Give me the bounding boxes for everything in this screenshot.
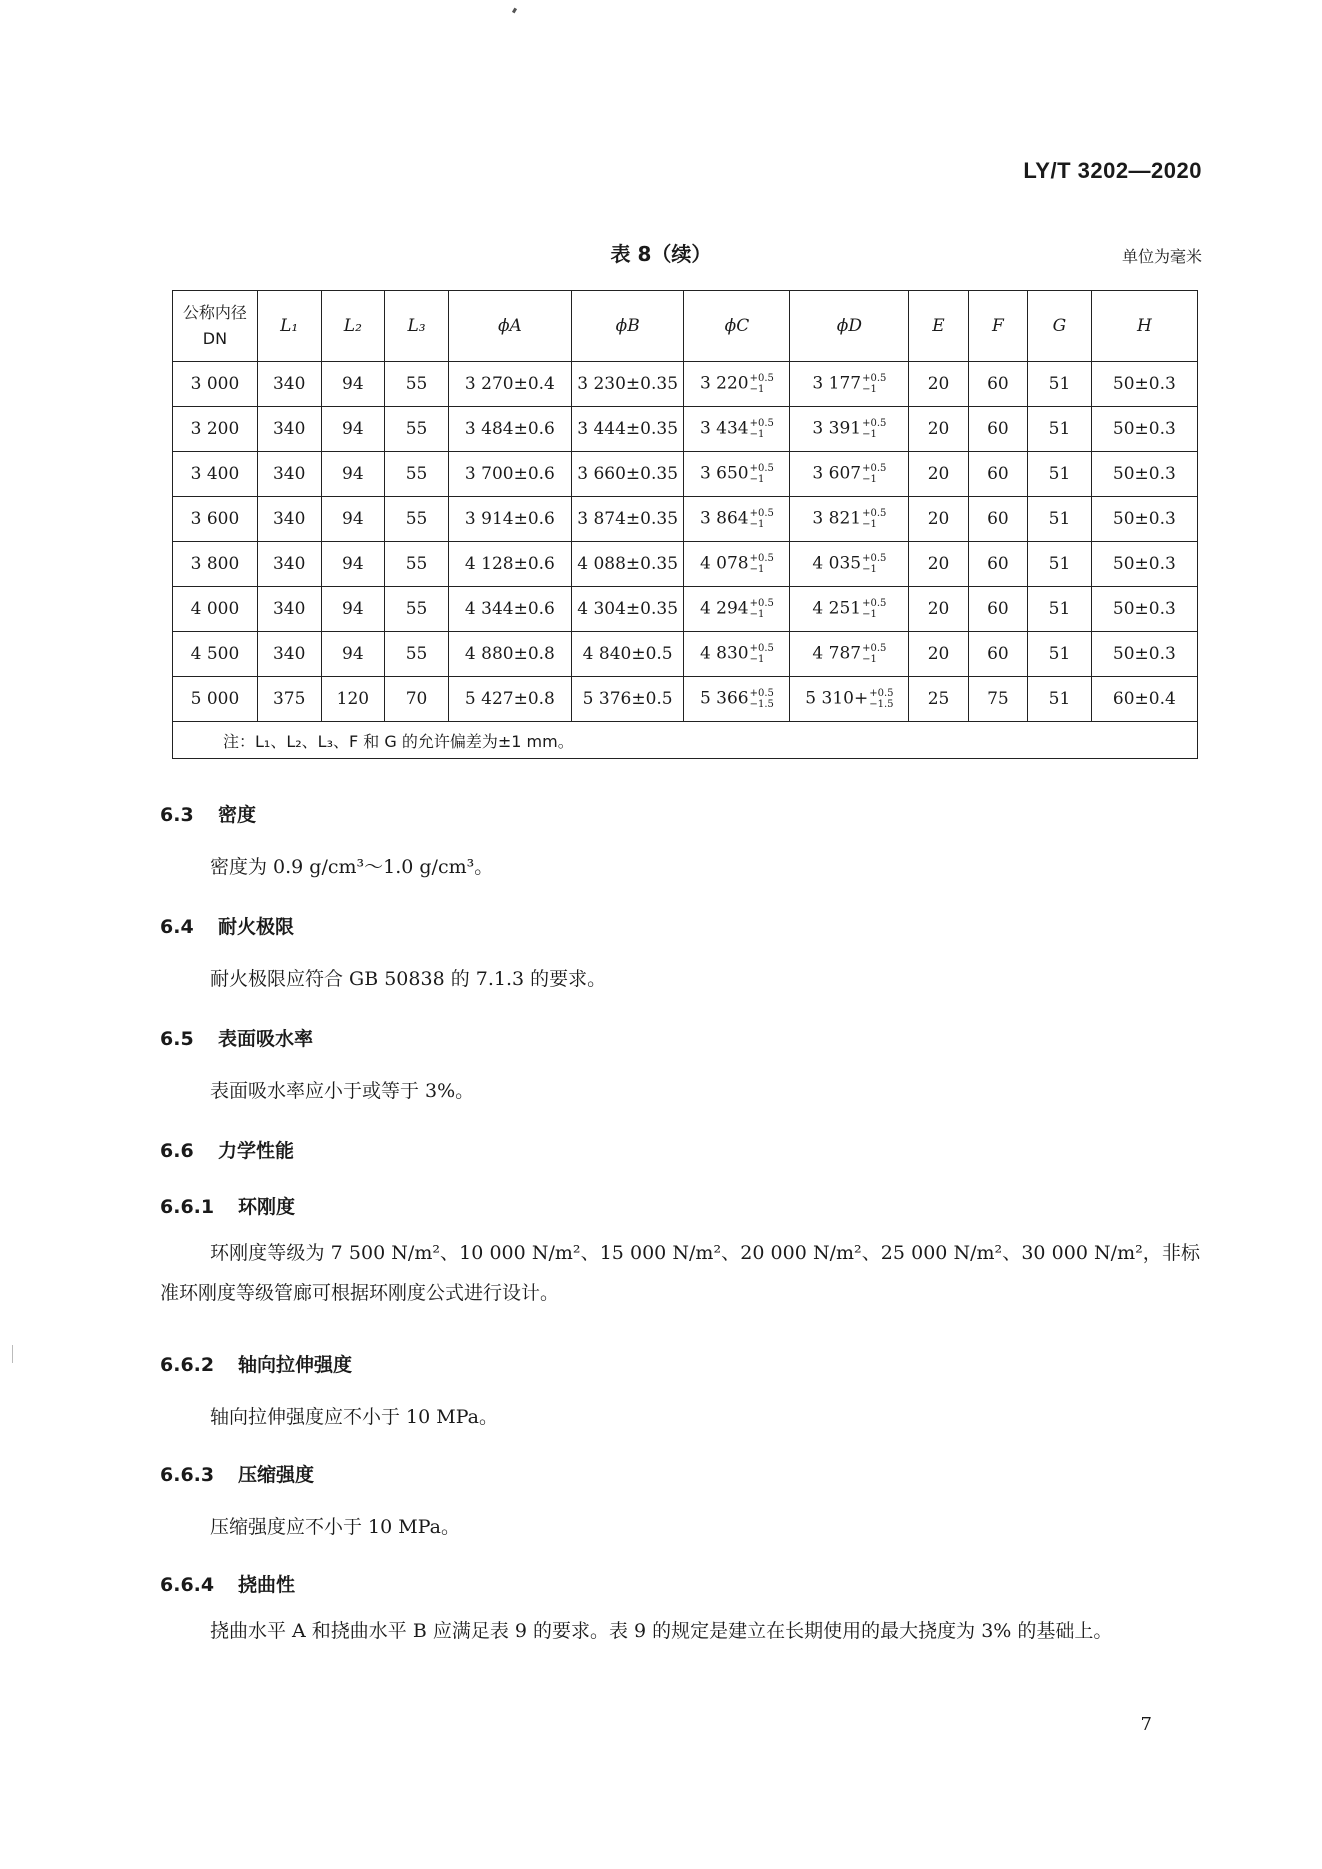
header-phi-b: ϕB [571,291,683,362]
tolerance-lower: −1 [862,564,877,575]
section-heading [160,1350,1200,1377]
section-6-5 [160,1024,1200,1111]
cell-f: 60 [968,542,1027,587]
section-text: 压缩强度应不小于 10 MPa。 [210,1516,460,1538]
cell-l2: 94 [321,452,385,497]
tolerance [750,643,774,665]
cell-l3: 55 [385,362,449,407]
header-e: E [909,291,968,362]
cell-l2: 94 [321,587,385,632]
cell-a: 3 700±0.6 [448,452,571,497]
tolerance-upper: +0.5 [749,553,774,564]
cell-b: 3 230±0.35 [571,362,683,407]
cell-dn: 3 800 [173,542,258,587]
section-number: 6.6.3 [160,1464,215,1486]
cell-dn: 3 400 [173,452,258,497]
section-title: 环刚度 [238,1196,296,1218]
cell-c-value: 3 434 [699,418,749,439]
cell-c-value: 5 366 [699,688,749,709]
table-row [173,407,1198,452]
header-h: H [1091,291,1197,362]
cell-d [790,407,909,452]
tolerance-lower: −1.5 [869,699,894,710]
tolerance-upper: +0.5 [749,373,774,384]
tolerance [862,373,886,395]
tolerance-lower: −1 [749,429,765,440]
cell-l1: 340 [257,407,321,452]
cell-l3: 55 [385,632,449,677]
tolerance-lower: −1 [862,474,877,485]
section-title: 密度 [218,804,257,826]
header-g: G [1028,291,1092,362]
tolerance-lower: −1 [749,519,765,530]
tolerance-lower: −1 [749,609,765,620]
cell-b: 3 444±0.35 [571,407,683,452]
table-row [173,587,1198,632]
section-number: 6.6.4 [160,1574,215,1596]
cell-f: 60 [968,452,1027,497]
cell-dn: 5 000 [173,677,258,722]
cell-b: 4 840±0.5 [571,632,683,677]
cell-e: 20 [909,542,968,587]
cell-d-value: 3 391 [812,418,862,439]
table-header-row [173,291,1198,362]
cell-h: 60±0.4 [1091,677,1197,722]
table-row [173,542,1198,587]
tolerance [869,688,893,710]
cell-b: 4 088±0.35 [571,542,683,587]
cell-e: 20 [909,362,968,407]
tolerance [750,688,774,710]
cell-l2: 120 [321,677,385,722]
section-6-6-1 [160,1192,1200,1313]
cell-b: 5 376±0.5 [571,677,683,722]
section-number: 6.6 [160,1140,194,1162]
tolerance-upper: +0.5 [862,418,887,429]
cell-b: 3 874±0.35 [571,497,683,542]
cell-d [790,587,909,632]
cell-c [684,362,790,407]
cell-f: 60 [968,632,1027,677]
cell-e: 20 [909,587,968,632]
cell-l3: 55 [385,497,449,542]
section-number: 6.6.1 [160,1196,215,1218]
cell-a: 4 880±0.8 [448,632,571,677]
section-6-6-3 [160,1460,1200,1547]
cell-l1: 375 [257,677,321,722]
cell-c [684,542,790,587]
cell-c-value: 3 864 [699,508,749,529]
tolerance [750,463,774,485]
standard-code: LY/T 3202—2020 [1023,158,1202,183]
tolerance-upper: +0.5 [862,373,887,384]
tolerance-upper: +0.5 [749,643,774,654]
header-phi-d: ϕD [790,291,909,362]
tolerance-upper: +0.5 [869,688,894,699]
table-note: 注：L₁、L₂、L₃、F 和 G 的允许偏差为±1 mm。 [173,722,1198,759]
section-text: 密度为 0.9 g/cm³～1.0 g/cm³。 [210,856,494,878]
tolerance [750,373,774,395]
cell-f: 75 [968,677,1027,722]
header-l3: L₃ [385,291,449,362]
section-heading [160,800,1200,827]
cell-h: 50±0.3 [1091,362,1197,407]
tolerance-lower: −1 [862,654,877,665]
cell-c [684,407,790,452]
section-title: 耐火极限 [218,916,295,938]
cell-l1: 340 [257,362,321,407]
cell-a: 3 484±0.6 [448,407,571,452]
cell-c [684,587,790,632]
tolerance-upper: +0.5 [862,508,887,519]
cell-e: 20 [909,407,968,452]
table-title: 表 8（续） [610,242,712,266]
cell-e: 20 [909,452,968,497]
cell-e: 25 [909,677,968,722]
tolerance-lower: −1 [749,564,765,575]
tolerance [862,508,886,530]
section-text: 轴向拉伸强度应不小于 10 MPa。 [210,1406,498,1428]
tolerance [862,643,886,665]
cell-c [684,632,790,677]
cell-c-value: 3 220 [699,373,749,394]
section-heading [160,1460,1200,1487]
tolerance [750,553,774,575]
cell-a: 3 270±0.4 [448,362,571,407]
cell-f: 60 [968,497,1027,542]
cell-d [790,362,909,407]
cell-e: 20 [909,497,968,542]
tolerance [750,598,774,620]
tolerance-upper: +0.5 [749,508,774,519]
cell-d-value: 3 821 [812,508,862,529]
tolerance-upper: +0.5 [749,418,774,429]
section-title: 表面吸水率 [218,1028,314,1050]
section-heading [160,1024,1200,1051]
dimension-table [172,290,1198,759]
cell-a: 3 914±0.6 [448,497,571,542]
section-heading [160,1192,1200,1219]
section-6-6-2 [160,1350,1200,1437]
cell-dn: 3 600 [173,497,258,542]
cell-h: 50±0.3 [1091,497,1197,542]
cell-g: 51 [1028,587,1092,632]
unit-note: 单位为毫米 [1121,247,1202,266]
tolerance-lower: −1 [749,474,765,485]
cell-f: 60 [968,362,1027,407]
page-number: 7 [1140,1714,1152,1735]
header-phi-a: ϕA [448,291,571,362]
cell-g: 51 [1028,497,1092,542]
tolerance [862,463,886,485]
cell-d-value: 5 310+ [805,688,869,709]
cell-c [684,452,790,497]
cell-g: 51 [1028,407,1092,452]
cell-dn: 4 500 [173,632,258,677]
cell-c-value: 4 294 [699,598,749,619]
cell-d-value: 3 607 [812,463,862,484]
scan-mark [12,1345,13,1363]
cell-d [790,542,909,587]
cell-l3: 55 [385,452,449,497]
cell-l1: 340 [257,452,321,497]
section-6-6-4 [160,1570,1200,1651]
cell-g: 51 [1028,452,1092,497]
tolerance-upper: +0.5 [862,598,887,609]
cell-h: 50±0.3 [1091,542,1197,587]
tolerance [750,418,774,440]
cell-l3: 55 [385,407,449,452]
cell-l1: 340 [257,497,321,542]
section-6-6 [160,1136,1200,1163]
section-number: 6.5 [160,1028,194,1050]
cell-g: 51 [1028,632,1092,677]
tolerance-upper: +0.5 [862,643,887,654]
tolerance [862,598,886,620]
table-row [173,497,1198,542]
section-title: 挠曲性 [238,1574,296,1596]
section-6-3 [160,800,1200,887]
header-dn [173,291,258,362]
cell-g: 51 [1028,362,1092,407]
tolerance [862,553,886,575]
cell-f: 60 [968,407,1027,452]
tolerance-lower: −1 [862,519,877,530]
cell-d [790,677,909,722]
cell-l2: 94 [321,632,385,677]
section-6-4 [160,912,1200,999]
section-heading [160,1136,1200,1163]
cell-dn: 3 200 [173,407,258,452]
cell-d-value: 3 177 [812,373,862,394]
cell-b: 4 304±0.35 [571,587,683,632]
cell-c-value: 4 078 [699,553,749,574]
tolerance-lower: −1 [862,429,877,440]
section-heading [160,1570,1200,1597]
cell-h: 50±0.3 [1091,587,1197,632]
tolerance-lower: −1.5 [749,699,774,710]
tolerance-lower: −1 [862,384,877,395]
cell-g: 51 [1028,542,1092,587]
section-title: 力学性能 [218,1140,295,1162]
cell-l3: 70 [385,677,449,722]
cell-f: 60 [968,587,1027,632]
cell-l2: 94 [321,407,385,452]
tolerance [862,418,886,440]
scan-mark [512,8,517,14]
cell-d-value: 4 035 [812,553,862,574]
cell-c [684,677,790,722]
section-title: 压缩强度 [238,1464,315,1486]
section-number: 6.3 [160,804,194,826]
cell-dn: 4 000 [173,587,258,632]
table-row [173,362,1198,407]
tolerance-lower: −1 [749,384,765,395]
section-heading [160,912,1200,939]
section-title: 轴向拉伸强度 [238,1354,353,1376]
cell-d-value: 4 787 [812,643,862,664]
cell-l1: 340 [257,632,321,677]
tolerance-upper: +0.5 [749,688,774,699]
section-text: 挠曲水平 A 和挠曲水平 B 应满足表 9 的要求。表 9 的规定是建立在长期使用的最大挠度为 3% 的基础上。 [210,1620,1113,1642]
cell-c-value: 3 650 [699,463,749,484]
header-l2: L₂ [321,291,385,362]
cell-l2: 94 [321,542,385,587]
section-text: 耐火极限应符合 GB 50838 的 7.1.3 的要求。 [210,968,607,990]
table-row [173,632,1198,677]
cell-l1: 340 [257,587,321,632]
tolerance-upper: +0.5 [862,463,887,474]
table-row [173,452,1198,497]
cell-dn: 3 000 [173,362,258,407]
cell-l3: 55 [385,587,449,632]
cell-l3: 55 [385,542,449,587]
cell-d [790,452,909,497]
section-text: 环刚度等级为 7 500 N/m²、10 000 N/m²、15 000 N/m²、20 000 N/m²、25 000 N/m²、30 000 N/m²，非标准环刚度等级管廊可根据环刚度公式进行设计。 [160,1242,1200,1304]
section-number: 6.6.2 [160,1354,215,1376]
cell-l1: 340 [257,542,321,587]
section-text: 表面吸水率应小于或等于 3%。 [210,1080,475,1102]
header-dn-label: 公称内径 [182,303,247,322]
tolerance [750,508,774,530]
cell-e: 20 [909,632,968,677]
cell-c-value: 4 830 [699,643,749,664]
section-number: 6.4 [160,916,194,938]
cell-d [790,632,909,677]
cell-a: 4 128±0.6 [448,542,571,587]
cell-a: 4 344±0.6 [448,587,571,632]
tolerance-upper: +0.5 [862,553,887,564]
header-f: F [968,291,1027,362]
cell-g: 51 [1028,677,1092,722]
tolerance-upper: +0.5 [749,463,774,474]
table-note-row [173,722,1198,759]
tolerance-lower: −1 [862,609,877,620]
tolerance-upper: +0.5 [749,598,774,609]
cell-h: 50±0.3 [1091,452,1197,497]
header-dn-code: DN [202,329,228,348]
cell-c [684,497,790,542]
header-phi-c: ϕC [684,291,790,362]
cell-b: 3 660±0.35 [571,452,683,497]
cell-d [790,497,909,542]
cell-d-value: 4 251 [812,598,862,619]
cell-h: 50±0.3 [1091,407,1197,452]
cell-l2: 94 [321,362,385,407]
cell-l2: 94 [321,497,385,542]
cell-h: 50±0.3 [1091,632,1197,677]
tolerance-lower: −1 [749,654,765,665]
header-l1: L₁ [257,291,321,362]
cell-a: 5 427±0.8 [448,677,571,722]
table-row [173,677,1198,722]
